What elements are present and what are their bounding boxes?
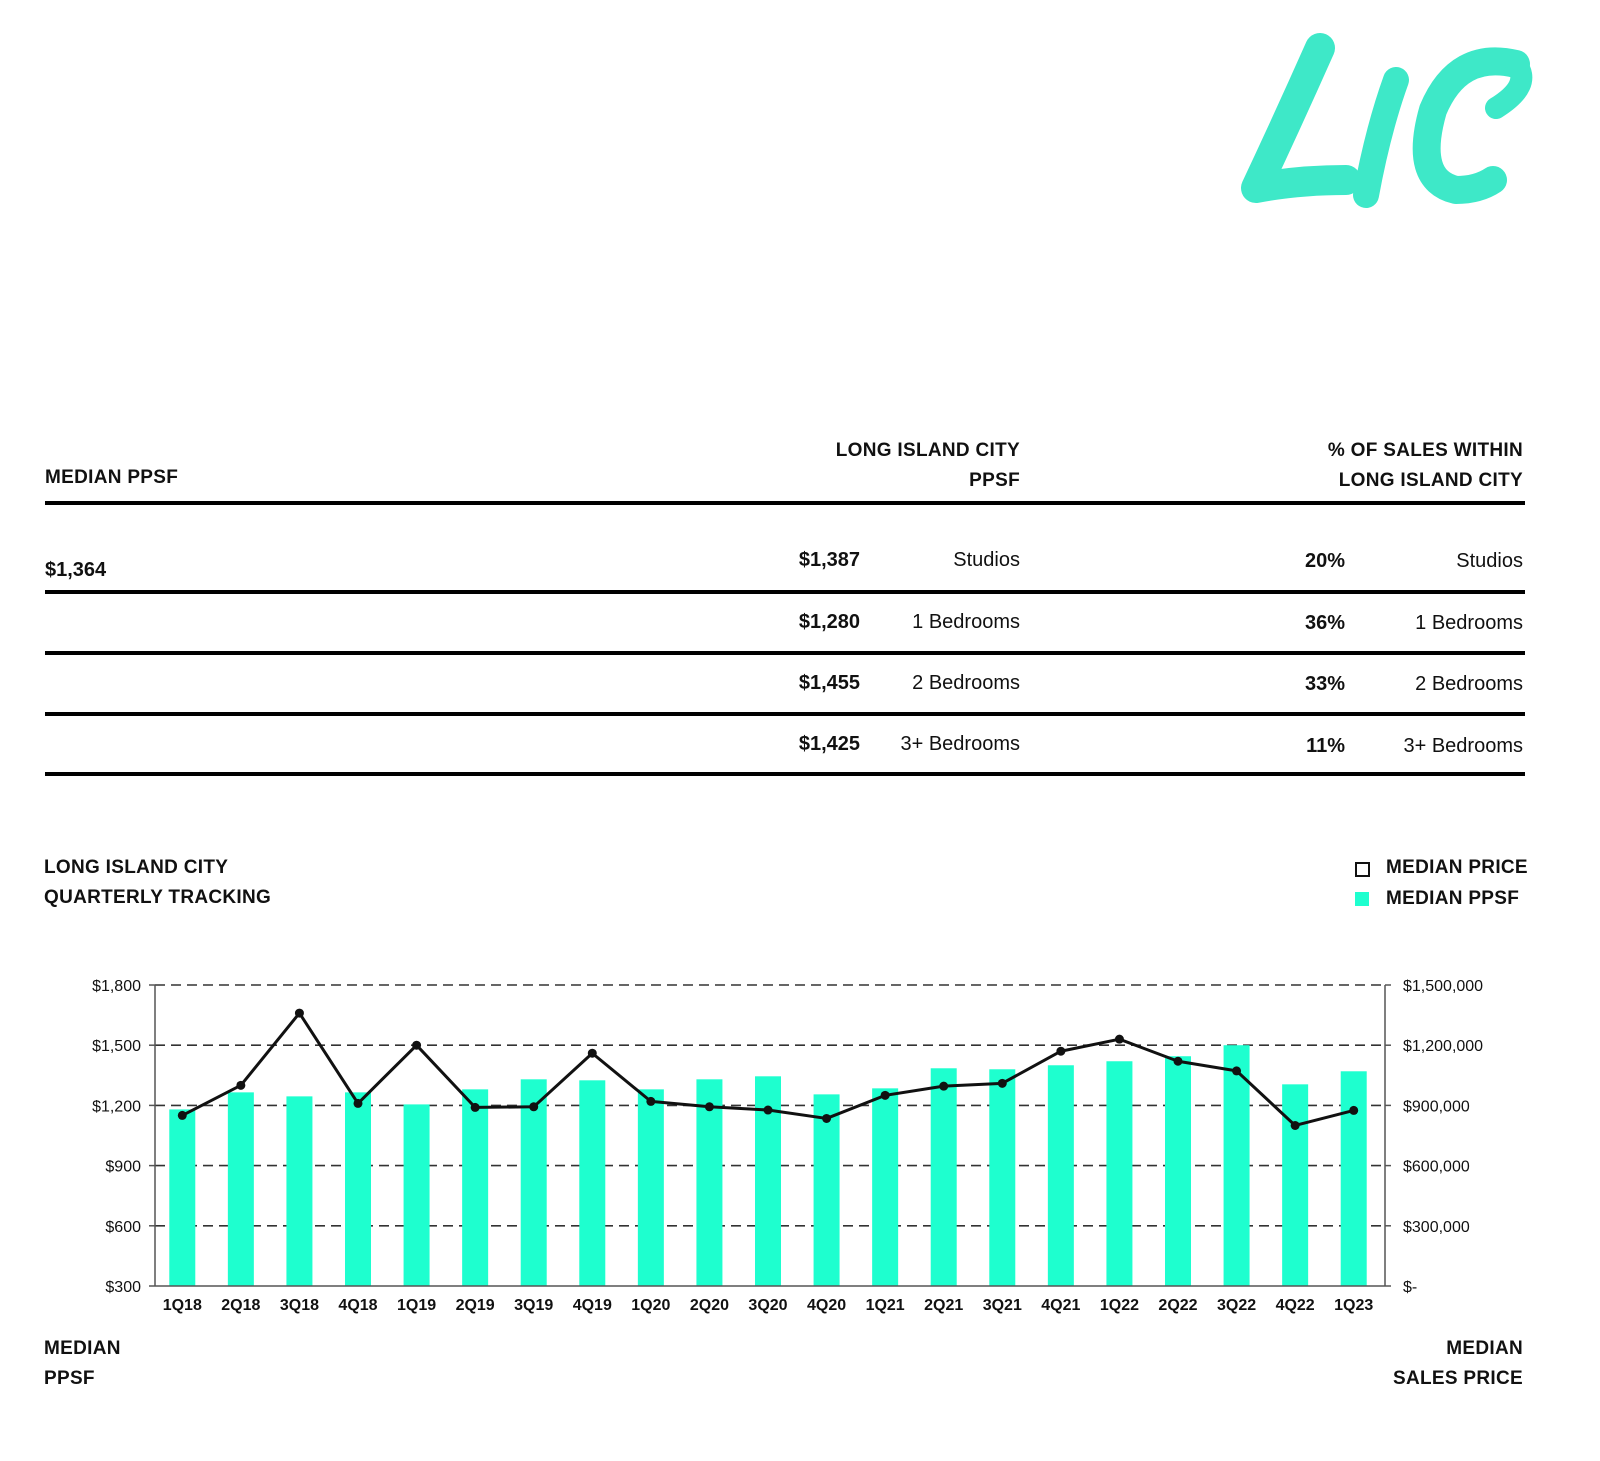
table-row-pct-label: 2 Bedrooms (1415, 673, 1523, 695)
point-median-price (354, 1099, 363, 1108)
x-tick-label: 2Q18 (221, 1297, 261, 1314)
pct-sales-header-line2: LONG ISLAND CITY (1338, 470, 1523, 491)
point-median-price (1115, 1035, 1124, 1044)
quarterly-tracking-chart (0, 960, 1600, 1320)
bar-median-ppsf (286, 1096, 312, 1286)
point-median-price (1291, 1121, 1300, 1130)
point-median-price (764, 1106, 773, 1115)
x-tick-label: 4Q21 (1041, 1297, 1081, 1314)
bar-median-ppsf (228, 1092, 254, 1286)
bar-median-ppsf (345, 1092, 371, 1286)
point-median-price (529, 1102, 538, 1111)
point-median-price (881, 1091, 890, 1100)
point-median-price (178, 1111, 187, 1120)
point-median-price (998, 1079, 1007, 1088)
x-tick-label: 4Q18 (338, 1297, 378, 1314)
table-row-rule (45, 590, 1525, 594)
right-tick-label: $1,200,000 (1403, 1038, 1484, 1056)
table-row-pct: 11% (1306, 735, 1345, 757)
pct-sales-header-line1: % OF SALES WITHIN (1327, 440, 1523, 461)
x-tick-label: 3Q18 (279, 1297, 319, 1314)
point-median-price (1232, 1066, 1241, 1075)
x-tick-label: 3Q21 (982, 1297, 1022, 1314)
legend-median-ppsf: MEDIAN PPSF (1386, 888, 1520, 909)
x-tick-label: 2Q20 (689, 1297, 729, 1314)
left-tick-label: $1,500 (92, 1038, 141, 1056)
point-median-price (295, 1009, 304, 1018)
left-axis-caption-line1: MEDIAN (44, 1338, 121, 1359)
table-row-pct: 33% (1304, 673, 1345, 695)
bar-median-ppsf (1165, 1056, 1191, 1286)
x-tick-label: 3Q22 (1217, 1297, 1257, 1314)
x-tick-label: 2Q19 (455, 1297, 495, 1314)
table-header-rule (45, 501, 1525, 505)
bar-median-ppsf (1282, 1084, 1308, 1286)
right-tick-label: $900,000 (1403, 1098, 1470, 1116)
right-tick-label: $600,000 (1403, 1158, 1470, 1176)
point-median-price (1174, 1057, 1183, 1066)
right-axis-caption-line2: SALES PRICE (1393, 1368, 1523, 1389)
x-tick-label: 1Q19 (397, 1297, 437, 1314)
x-tick-label: 1Q23 (1334, 1297, 1374, 1314)
median-ppsf-value: $1,364 (45, 559, 107, 581)
bar-median-ppsf (931, 1068, 957, 1286)
hollow-square-icon (1355, 862, 1370, 877)
table-bottom-rule (45, 772, 1525, 776)
bar-median-ppsf (169, 1109, 195, 1286)
point-median-price (588, 1049, 597, 1058)
table-row-rule (45, 712, 1525, 716)
bar-median-ppsf (638, 1089, 664, 1286)
right-tick-label: $1,500,000 (1403, 978, 1484, 995)
table-row-ppsf: $1,425 (798, 733, 860, 755)
table-row-pct: 36% (1304, 612, 1345, 634)
chart-title-line1: LONG ISLAND CITY (44, 857, 229, 878)
bar-median-ppsf (1106, 1061, 1132, 1286)
chart-title-line2: QUARTERLY TRACKING (44, 887, 272, 908)
table-row-ppsf-label: 3+ Bedrooms (900, 733, 1020, 755)
bar-median-ppsf (404, 1104, 430, 1286)
table-row-ppsf: $1,280 (798, 611, 860, 633)
point-median-price (1349, 1106, 1358, 1115)
point-median-price (646, 1097, 655, 1106)
table-row-pct-label: 1 Bedrooms (1415, 612, 1523, 634)
left-tick-label: $300 (105, 1279, 141, 1296)
table-row-ppsf-label: 2 Bedrooms (912, 672, 1020, 694)
table-row-pct-label: Studios (1456, 550, 1523, 572)
point-median-price (412, 1041, 421, 1050)
lic-logo (1228, 30, 1548, 220)
bar-median-ppsf (814, 1094, 840, 1286)
point-median-price (236, 1081, 245, 1090)
table-row-ppsf: $1,455 (798, 672, 860, 694)
left-tick-label: $900 (105, 1158, 141, 1176)
x-tick-label: 2Q22 (1158, 1297, 1198, 1314)
right-axis-caption-line1: MEDIAN (1446, 1338, 1523, 1359)
x-tick-label: 1Q20 (631, 1297, 671, 1314)
x-tick-label: 4Q20 (807, 1297, 847, 1314)
x-tick-label: 2Q21 (924, 1297, 964, 1314)
median-ppsf-header: MEDIAN PPSF (45, 467, 179, 488)
bar-median-ppsf (989, 1069, 1015, 1286)
table-row-ppsf-label: Studios (953, 549, 1020, 571)
table-row-pct: 20% (1304, 550, 1345, 572)
left-tick-label: $600 (105, 1218, 141, 1236)
point-median-price (705, 1102, 714, 1111)
table-row-pct-label: 3+ Bedrooms (1403, 735, 1523, 757)
filled-square-icon (1355, 892, 1369, 906)
x-tick-label: 3Q20 (748, 1297, 788, 1314)
x-tick-label: 1Q21 (865, 1297, 905, 1314)
legend-median-price: MEDIAN PRICE (1386, 857, 1528, 878)
bar-median-ppsf (1048, 1065, 1074, 1286)
lic-ppsf-header-line1: LONG ISLAND CITY (835, 440, 1020, 461)
table-row-rule (45, 651, 1525, 655)
bar-median-ppsf (579, 1080, 605, 1286)
bar-median-ppsf (872, 1088, 898, 1286)
lic-ppsf-header-line2: PPSF (969, 470, 1020, 491)
x-tick-label: 1Q18 (162, 1297, 202, 1314)
x-tick-label: 4Q22 (1275, 1297, 1315, 1314)
right-tick-label: $300,000 (1403, 1218, 1470, 1236)
x-tick-label: 3Q19 (514, 1297, 554, 1314)
right-tick-label: $- (1403, 1279, 1418, 1296)
left-tick-label: $1,800 (92, 978, 141, 995)
left-tick-label: $1,200 (92, 1098, 141, 1116)
point-median-price (471, 1103, 480, 1112)
point-median-price (939, 1082, 948, 1091)
left-axis-caption-line2: PPSF (44, 1368, 95, 1389)
table-row-ppsf-label: 1 Bedrooms (912, 611, 1020, 633)
x-tick-label: 1Q22 (1099, 1297, 1139, 1314)
table-row-ppsf: $1,387 (798, 549, 860, 571)
point-median-price (822, 1114, 831, 1123)
x-tick-label: 4Q19 (572, 1297, 612, 1314)
bar-median-ppsf (462, 1089, 488, 1286)
bar-median-ppsf (1341, 1071, 1367, 1286)
point-median-price (1056, 1047, 1065, 1056)
